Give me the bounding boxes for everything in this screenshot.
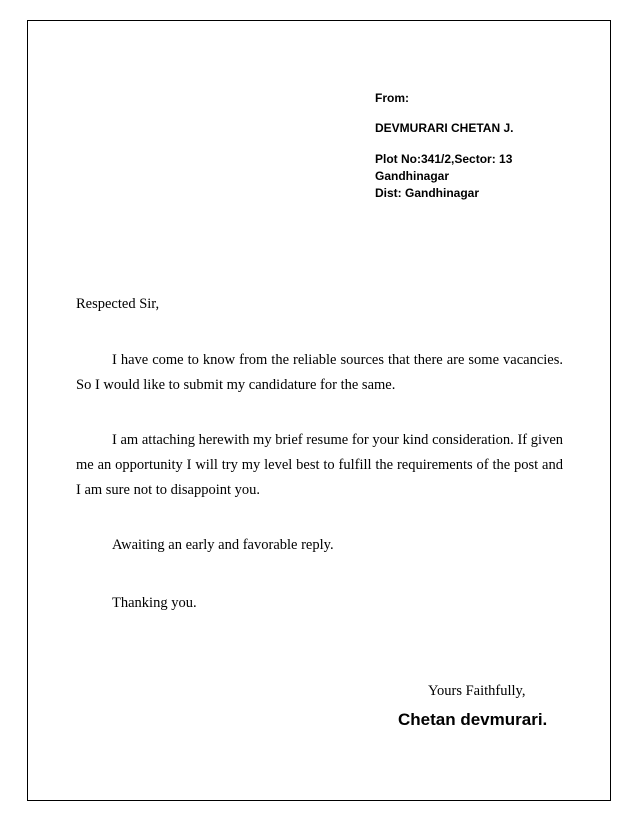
body-paragraph: I am attaching herewith my brief resume for your kind consideration. If given me an opportunity I will try my level best to fulfill the requirements of the post and I am sure not to disappoint you. — [76, 432, 563, 498]
from-label: From: — [375, 91, 409, 105]
signature: Chetan devmurari. — [398, 710, 548, 729]
closing: Yours Faithfully, — [428, 683, 526, 699]
body-paragraph: I have come to know from the reliable sources that there are some vacancies. So I would like to submit my candidature for the same. — [76, 352, 563, 393]
sender-name: DEVMURARI CHETAN J. — [375, 121, 514, 135]
body-paragraph: Thanking you. — [112, 595, 197, 611]
salutation: Respected Sir, — [76, 296, 160, 312]
sender-address-line: Plot No:341/2,Sector: 13 — [375, 152, 513, 166]
body-paragraph: Awaiting an early and favorable reply. — [112, 537, 334, 553]
sender-address-line: Dist: Gandhinagar — [375, 186, 480, 200]
sender-address-line: Gandhinagar — [375, 169, 450, 183]
